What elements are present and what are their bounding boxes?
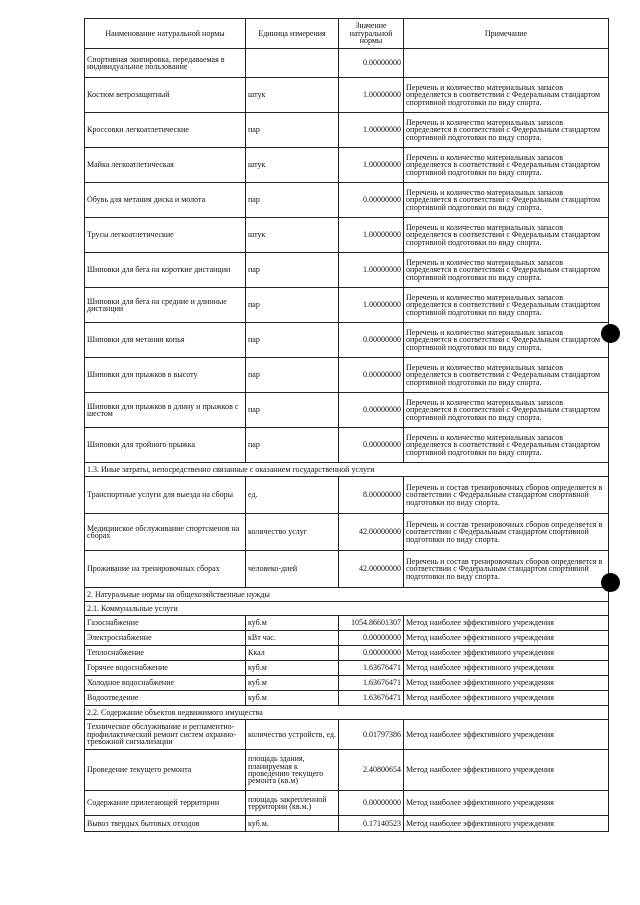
cell-value: 2.40800654 [339,750,404,791]
header-value: Значение натуральной нормы [339,19,404,49]
table-row [85,218,609,253]
cell-value: 0.00000000 [339,323,404,358]
cell-unit: пар [246,323,339,358]
cell-name: Костюм ветрозащитный [85,78,246,113]
table-row [85,113,609,148]
cell-unit: куб.м [246,661,339,676]
cell-value: 0.00000000 [339,428,404,463]
section-1-3-title: 1.3. Иные затраты, непосредственно связанные с оказанием государственной услуги [85,463,609,477]
cell-unit: пар [246,393,339,428]
cell-value: 1.00000000 [339,113,404,148]
binder-hole-mark [601,324,620,343]
header-note: Примечание [404,19,609,49]
cell-note: Перечень и количество материальных запасов определяется в соответствии с Федеральным стандартом спортивной подготовки по виду спорта. [404,113,609,148]
cell-name: Проживание на тренировочных сборах [85,551,246,588]
cell-unit: пар [246,358,339,393]
table-row [85,428,609,463]
table-row [85,78,609,113]
cell-name: Трусы легкоатлетические [85,218,246,253]
cell-note: Перечень и количество материальных запасов определяется в соответствии с Федеральным стандартом спортивной подготовки по виду спорта. [404,358,609,393]
cell-note: Метод наиболее эффективного учреждения [404,676,609,691]
table-row [85,616,609,631]
cell-unit: штук [246,148,339,183]
cell-unit: пар [246,288,339,323]
cell-name: Проведение текущего ремонта [85,750,246,791]
cell-value: 8.00000000 [339,477,404,514]
cell-value: 0.00000000 [339,791,404,816]
section-row [85,602,609,616]
cell-note: Метод наиболее эффективного учреждения [404,691,609,706]
cell-name: Содержание прилегающей территории [85,791,246,816]
cell-value: 0.00000000 [339,49,404,78]
cell-unit: штук [246,218,339,253]
cell-note: Перечень и количество материальных запасов определяется в соответствии с Федеральным стандартом спортивной подготовки по виду спорта. [404,323,609,358]
header-unit: Единица измерения [246,19,339,49]
table-row [85,49,609,78]
cell-value: 0.00000000 [339,393,404,428]
cell-name: Электроснабжение [85,631,246,646]
cell-value: 0.00000000 [339,183,404,218]
cell-value: 42.00000000 [339,514,404,551]
cell-note: Метод наиболее эффективного учреждения [404,750,609,791]
cell-name: Шиповки для бега на средние и длинные дистанции [85,288,246,323]
cell-unit: куб.м [246,676,339,691]
cell-note: Метод наиболее эффективного учреждения [404,661,609,676]
table-row [85,148,609,183]
cell-value: 1054.86601307 [339,616,404,631]
table-row [85,393,609,428]
cell-unit [246,49,339,78]
cell-unit: куб.м [246,691,339,706]
table-row [85,646,609,661]
cell-unit: площадь здания, планируемая к проведению текущего ремонта (кв.м) [246,750,339,791]
cell-value: 0.01797386 [339,720,404,750]
header-name: Наименование натуральной нормы [85,19,246,49]
section-row [85,706,609,720]
table-row [85,183,609,218]
cell-note: Метод наиболее эффективного учреждения [404,646,609,661]
cell-note: Перечень и количество материальных запасов определяется в соответствии с Федеральным стандартом спортивной подготовки по виду спорта. [404,288,609,323]
table-row [85,720,609,750]
cell-value: 0.17140523 [339,816,404,832]
section-row [85,463,609,477]
cell-note: Перечень и количество материальных запасов определяется в соответствии с Федеральным стандартом спортивной подготовки по виду спорта. [404,253,609,288]
table-row [85,691,609,706]
cell-name: Техническое обслуживание и регламентно-профилактический ремонт систем охранно-тревожной сигнализации [85,720,246,750]
cell-value: 1.63676471 [339,676,404,691]
cell-value: 1.63676471 [339,661,404,676]
cell-name: Шиповки для метания копья [85,323,246,358]
cell-note: Перечень и количество материальных запасов определяется в соответствии с Федеральным стандартом спортивной подготовки по виду спорта. [404,428,609,463]
cell-value: 0.00000000 [339,631,404,646]
table-row [85,323,609,358]
cell-unit: ед. [246,477,339,514]
table-row [85,288,609,323]
table-row [85,676,609,691]
cell-note: Метод наиболее эффективного учреждения [404,816,609,832]
cell-name: Шиповки для тройного прыжка [85,428,246,463]
cell-unit: Ккал [246,646,339,661]
cell-note: Перечень и состав тренировочных сборов определяется в соответствии с Федеральным стандартом спортивной подготовки по виду спорта. [404,514,609,551]
table-row [85,750,609,791]
section-2-title: 2. Натуральные нормы на общехозяйственные нужды [85,588,609,602]
cell-note: Метод наиболее эффективного учреждения [404,720,609,750]
table-header-row [85,19,609,49]
cell-unit: площадь закрепленной территории (кв.м.) [246,791,339,816]
cell-value: 0.00000000 [339,646,404,661]
cell-value: 1.00000000 [339,253,404,288]
section-row [85,588,609,602]
cell-note: Метод наиболее эффективного учреждения [404,616,609,631]
cell-value: 1.00000000 [339,148,404,183]
cell-unit: кВт час. [246,631,339,646]
cell-note: Перечень и состав тренировочных сборов определяется в соответствии с Федеральным стандартом спортивной подготовки по виду спорта. [404,477,609,514]
cell-unit: человеко-дней [246,551,339,588]
cell-name: Медицинское обслуживание спортсменов на сборах [85,514,246,551]
norms-table [84,18,609,832]
table-row [85,514,609,551]
cell-name: Теплоснабжение [85,646,246,661]
cell-note: Метод наиболее эффективного учреждения [404,631,609,646]
cell-name: Холодное водоснабжение [85,676,246,691]
cell-note: Перечень и состав тренировочных сборов определяется в соответствии с Федеральным стандартом спортивной подготовки по виду спорта. [404,551,609,588]
table-row [85,253,609,288]
table-row [85,358,609,393]
cell-name: Обувь для метания диска и молота [85,183,246,218]
section-2-1-title: 2.1. Коммунальные услуги [85,602,609,616]
cell-unit: штук [246,78,339,113]
cell-value: 1.00000000 [339,78,404,113]
cell-name: Кроссовки легкоатлетические [85,113,246,148]
cell-unit: пар [246,113,339,148]
binder-hole-mark [601,573,620,592]
cell-unit: пар [246,183,339,218]
cell-name: Газоснабжение [85,616,246,631]
cell-unit: пар [246,428,339,463]
cell-note: Перечень и количество материальных запасов определяется в соответствии с Федеральным стандартом спортивной подготовки по виду спорта. [404,393,609,428]
cell-value: 1.00000000 [339,288,404,323]
cell-unit: количество услуг [246,514,339,551]
cell-unit: пар [246,253,339,288]
table-row [85,816,609,832]
cell-name: Шиповки для прыжков в высоту [85,358,246,393]
cell-note: Перечень и количество материальных запасов определяется в соответствии с Федеральным стандартом спортивной подготовки по виду спорта. [404,78,609,113]
cell-note: Перечень и количество материальных запасов определяется в соответствии с Федеральным стандартом спортивной подготовки по виду спорта. [404,148,609,183]
cell-unit: куб.м [246,616,339,631]
section-2-2-title: 2.2. Содержание объектов недвижимого имущества [85,706,609,720]
cell-name: Спортивная экипировка, передаваемая в индивидуальное пользование [85,49,246,78]
cell-note: Метод наиболее эффективного учреждения [404,791,609,816]
cell-value: 0.00000000 [339,358,404,393]
cell-name: Шиповки для бега на короткие дистанции [85,253,246,288]
cell-unit: количество устройств, ед. [246,720,339,750]
table-row [85,551,609,588]
table-row [85,791,609,816]
cell-unit: куб.м. [246,816,339,832]
cell-note: Перечень и количество материальных запасов определяется в соответствии с Федеральным стандартом спортивной подготовки по виду спорта. [404,218,609,253]
cell-name: Транспортные услуги для выезда на сборы [85,477,246,514]
cell-value: 1.00000000 [339,218,404,253]
cell-name: Водоотведение [85,691,246,706]
cell-value: 1.63676471 [339,691,404,706]
table-row [85,477,609,514]
cell-name: Майка легкоатлетическая [85,148,246,183]
cell-note: Перечень и количество материальных запасов определяется в соответствии с Федеральным стандартом спортивной подготовки по виду спорта. [404,183,609,218]
cell-name: Горячее водоснабжение [85,661,246,676]
cell-value: 42.00000000 [339,551,404,588]
table-row [85,631,609,646]
cell-name: Вывоз твердых бытовых отходов [85,816,246,832]
cell-note [404,49,609,78]
cell-name: Шиповки для прыжков в длину и прыжков с шестом [85,393,246,428]
table-row [85,661,609,676]
